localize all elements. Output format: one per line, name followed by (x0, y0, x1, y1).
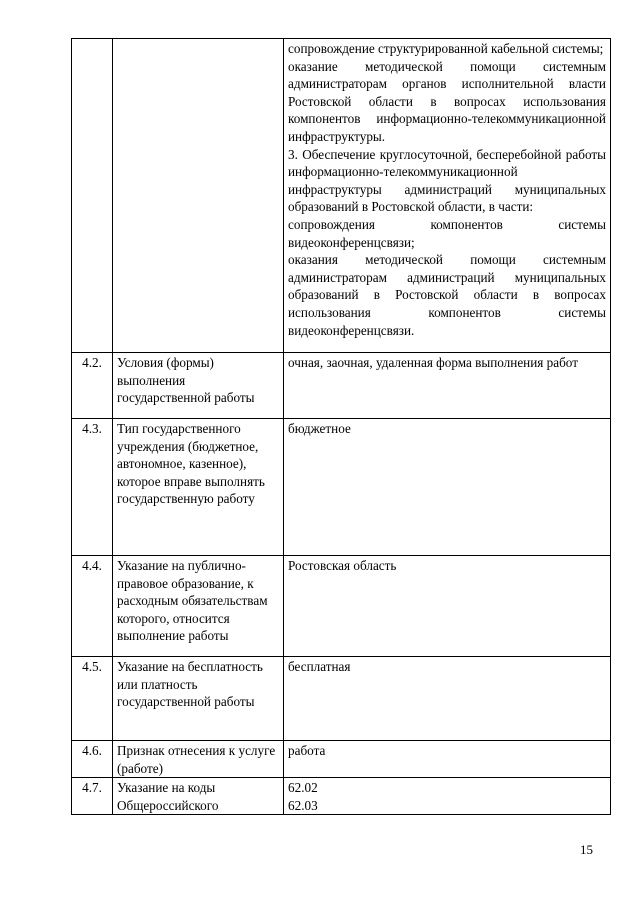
row-number-cell: 4.3. (72, 419, 113, 556)
row-name-cell: Указание на публично-правовое образование, к расходным обязательствам которого, относится выполнение работы (113, 556, 284, 657)
value-line: очная, заочная, удаленная форма выполнения работ (288, 355, 578, 370)
page-number: 15 (580, 842, 593, 857)
row-name-cell: Признак отнесения к услуге (работе) (113, 741, 284, 778)
row-value-cell (284, 419, 611, 556)
row-value-cell (284, 556, 611, 657)
row-name-cell (113, 39, 284, 353)
row-value-cell (284, 778, 611, 815)
row-number-cell: 4.6. (72, 741, 113, 778)
row-name-cell: Условия (формы) выполнения государственной работы (113, 353, 284, 419)
table-row (72, 741, 611, 778)
row-number-cell: 4.4. (72, 556, 113, 657)
table-row (72, 419, 611, 556)
work-description-table (71, 38, 611, 815)
row-number-cell: 4.7. (72, 778, 113, 815)
row-number-cell: 4.5. (72, 657, 113, 741)
row-name-cell: Указание на бесплатность или платность государственной работы (113, 657, 284, 741)
row-number-cell: 4.2. (72, 353, 113, 419)
value-paragraph: 3. Обеспечение круглосуточной, бесперебойной работы информационно-телекоммуникационной инфраструктуры администраций муниципальных образований в Ростовской области, в части: (288, 146, 606, 215)
table-row (72, 556, 611, 657)
value-line: 62.03 (288, 797, 318, 813)
row-name-cell: Тип государственного учреждения (бюджетное, автономное, казенное), которое вправе выполнять государственную работу (113, 419, 284, 556)
table-row (72, 657, 611, 741)
row-name-cell: Указание на коды Общероссийского (113, 778, 284, 815)
row-value-cell (284, 353, 611, 419)
value-paragraph: сопровождение структурированной кабельной системы; (288, 41, 604, 56)
value-line: работа (288, 743, 326, 758)
table-row (72, 353, 611, 419)
row-number-cell (72, 39, 113, 353)
value-paragraph: оказания методической помощи системным администраторам администраций муниципальных образований в Ростовской области в вопросах использования компонентов системы видеоконференцсвязи. (288, 252, 606, 338)
table-row (72, 778, 611, 815)
value-line: Ростовская область (288, 558, 397, 573)
row-value-cell (284, 741, 611, 778)
value-line: бюджетное (288, 421, 351, 436)
value-paragraph: сопровождения компонентов системы видеоконференцсвязи; (288, 216, 606, 250)
table-row (72, 39, 611, 353)
value-paragraph: оказание методической помощи системным администраторам органов исполнительной власти Ростовской области в вопросах использования компонентов информационно-телекоммуникационной инфраструктуры. (288, 58, 606, 144)
value-line: 62.02 (288, 780, 318, 796)
row-value-cell (284, 39, 611, 353)
row-value-cell (284, 657, 611, 741)
value-line: бесплатная (288, 659, 351, 674)
